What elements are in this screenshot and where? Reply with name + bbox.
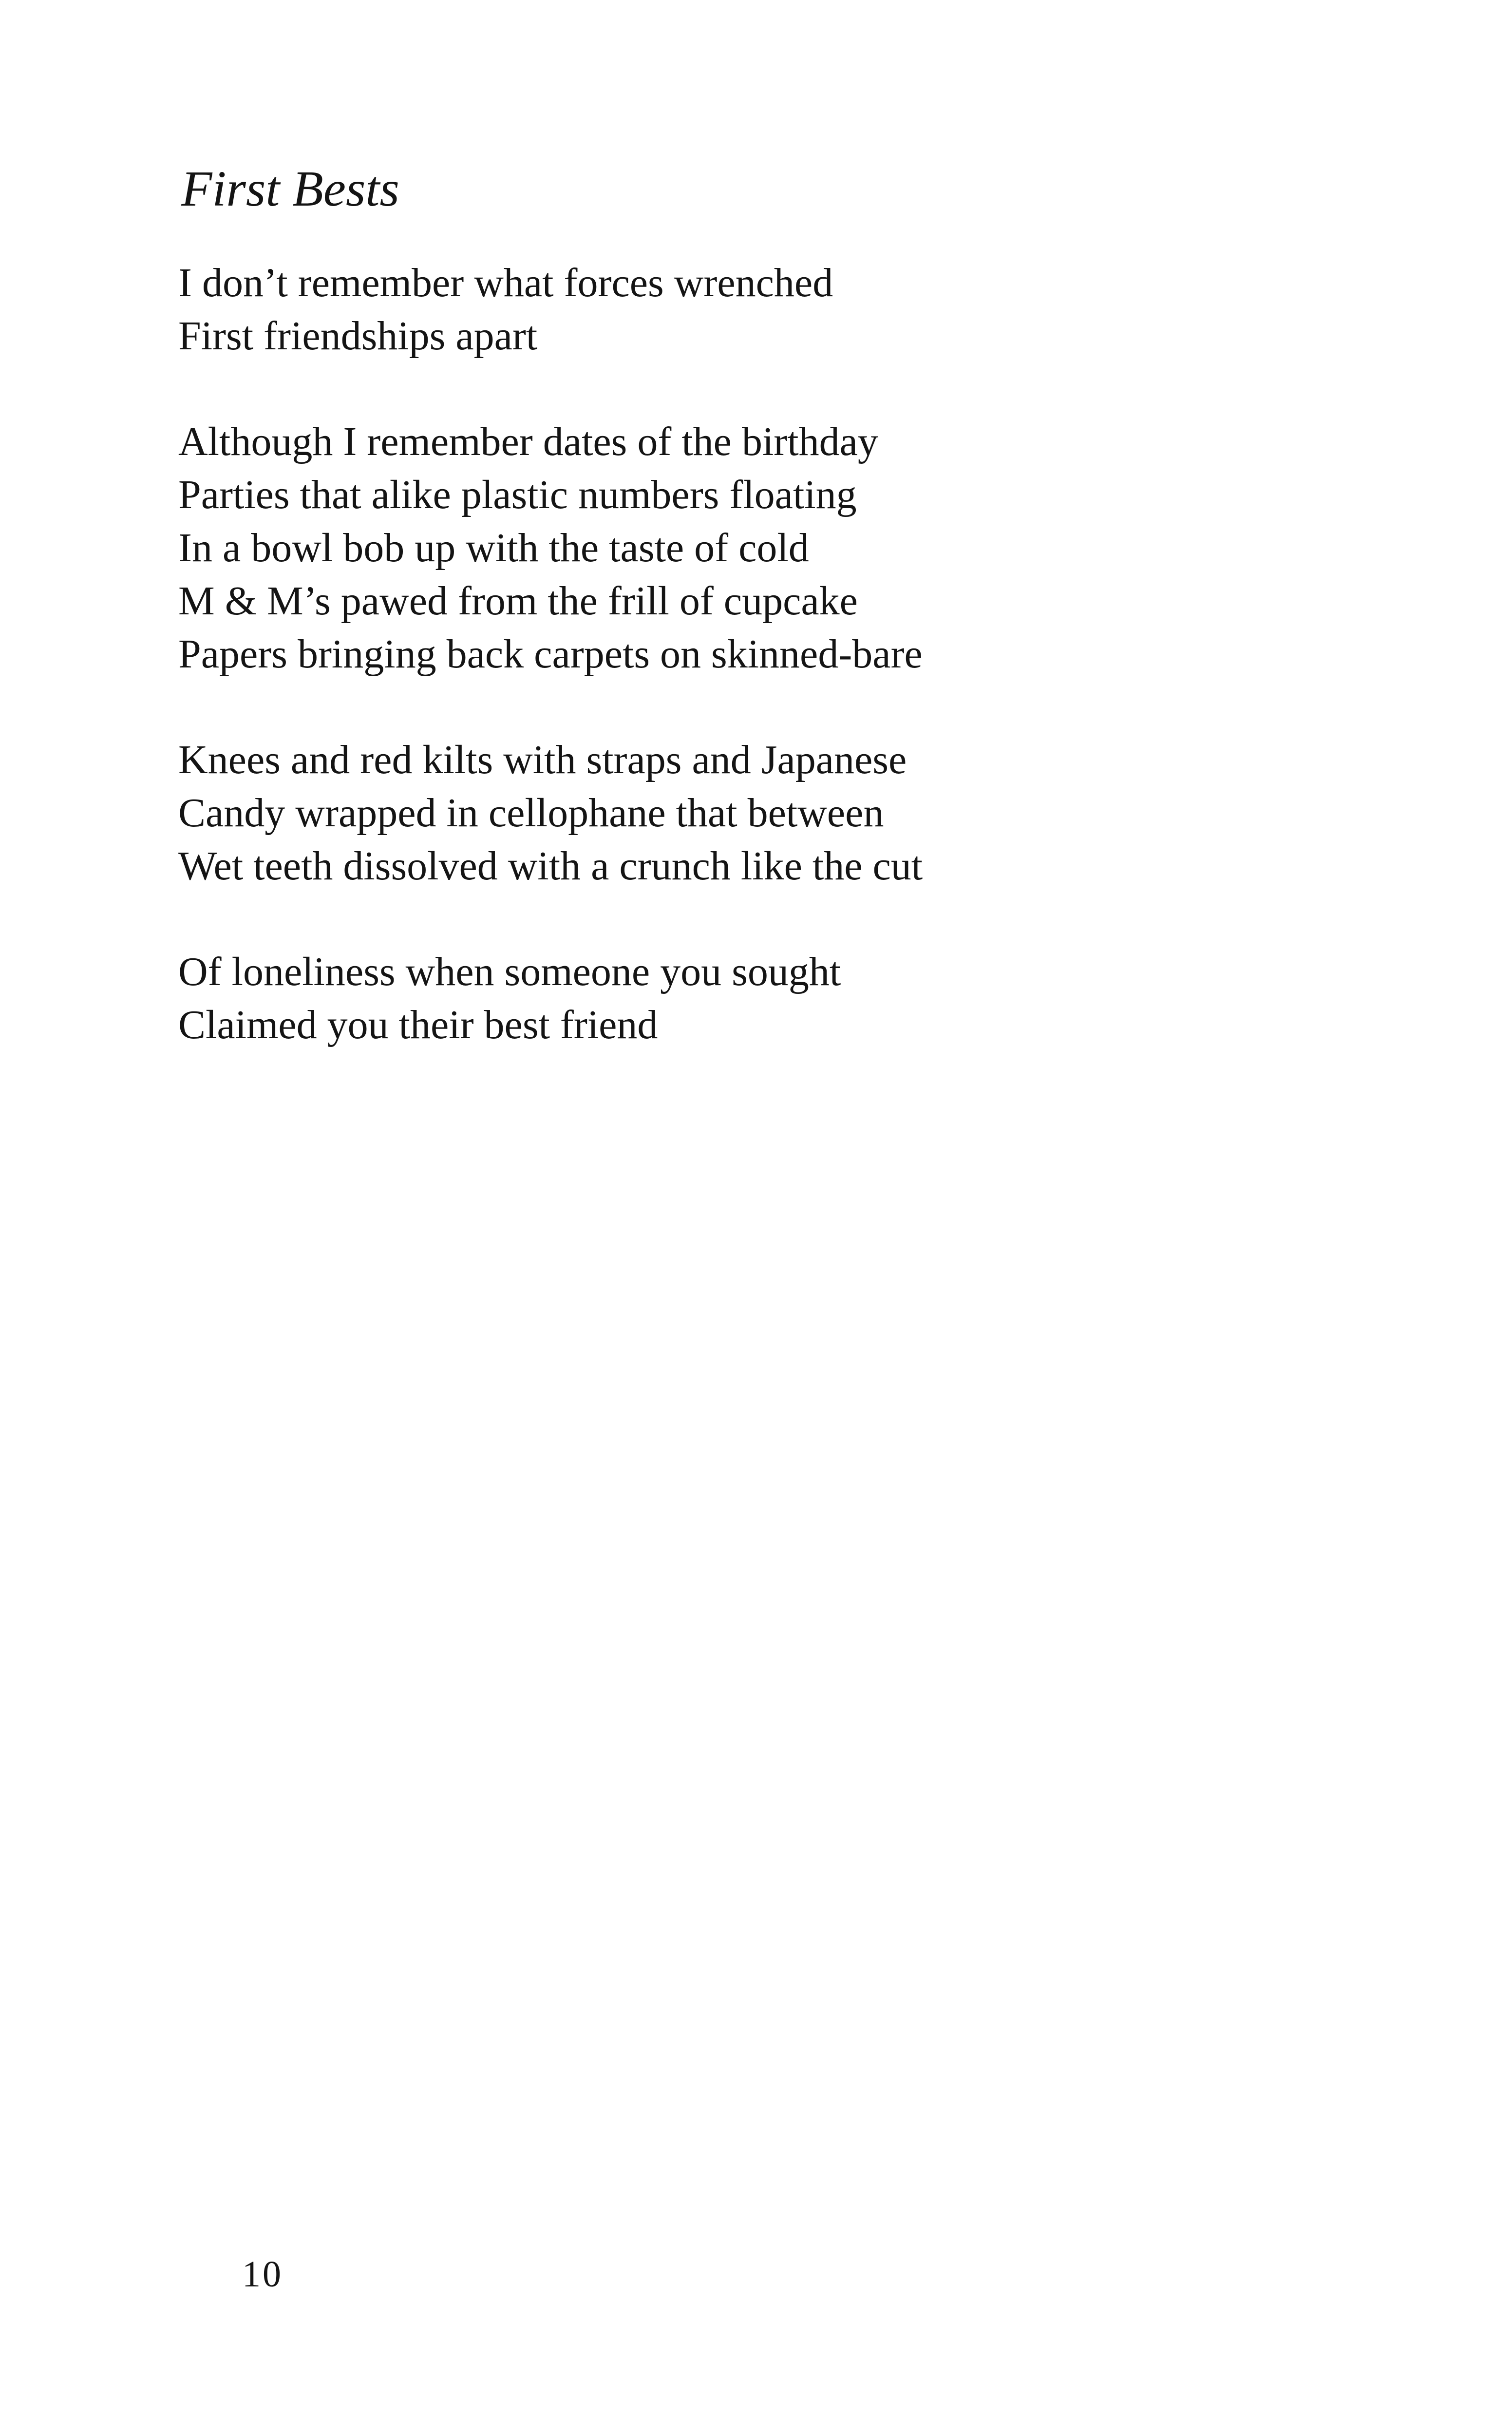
poem-line: First friendships apart <box>178 313 538 359</box>
poem-line: Claimed you their best friend <box>178 1002 658 1047</box>
stanza-3 <box>178 733 923 893</box>
poem-line: Papers bringing back carpets on skinned-bare <box>178 631 923 677</box>
stanza-4 <box>178 945 923 1051</box>
poem-line: I don’t remember what forces wrenched <box>178 260 833 305</box>
poem-line: Wet teeth dissolved with a crunch like the cut <box>178 843 923 889</box>
stanza-2 <box>178 415 923 681</box>
stanza-1 <box>178 256 923 362</box>
poem-title: First Bests <box>181 161 399 217</box>
poem-line: Of loneliness when someone you sought <box>178 949 841 994</box>
poem-line: M & M’s pawed from the frill of cupcake <box>178 578 858 624</box>
poem-line: Candy wrapped in cellophane that between <box>178 790 884 836</box>
poem-line: In a bowl bob up with the taste of cold <box>178 525 809 571</box>
poem-body <box>178 256 923 1051</box>
poem-line: Knees and red kilts with straps and Japanese <box>178 737 907 782</box>
poem-line: Parties that alike plastic numbers floating <box>178 472 857 517</box>
poem-line: Although I remember dates of the birthday <box>178 419 878 464</box>
page-number: 10 <box>242 2254 283 2295</box>
